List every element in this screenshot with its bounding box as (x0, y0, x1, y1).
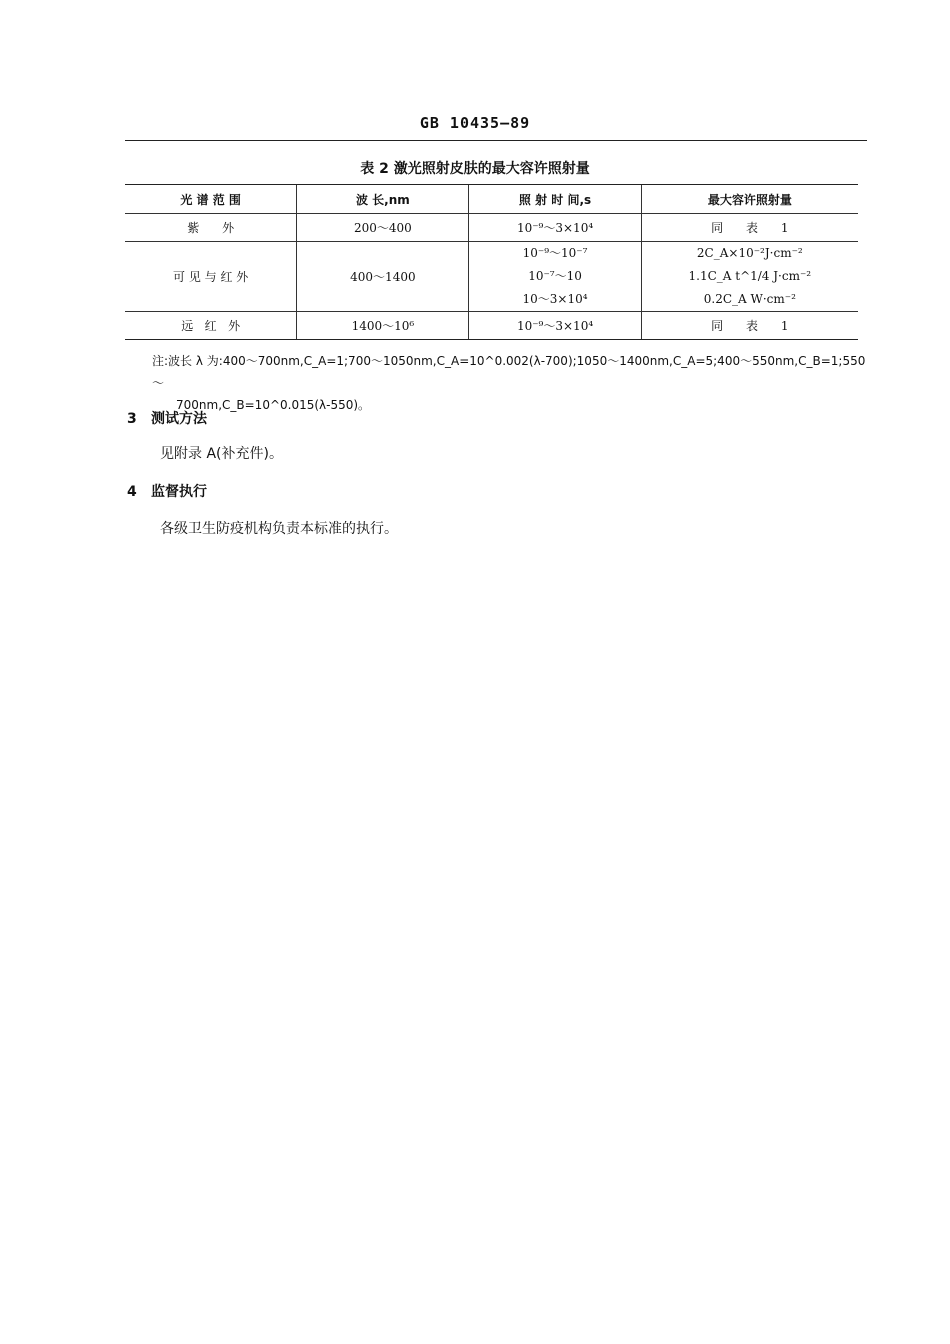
note-line-1: 注:波长 λ 为:400～700nm,C_A=1;700～1050nm,C_A=10^0.002(λ-700);1050～1400nm,C_A=5;400～550nm,C_B=1;550～ (152, 354, 866, 390)
cell-time-group (469, 242, 641, 312)
cell-mpe-group (641, 242, 858, 312)
cell-mpe-line: 1.1C_A t^1/4 J·cm⁻² (688, 269, 812, 283)
cell-wavelength: 1400～10⁶ (297, 312, 469, 340)
cell-wavelength: 200～400 (297, 214, 469, 242)
column-header-mpe: 最大容许照射量 (641, 185, 858, 214)
section-body-supervision: 各级卫生防疫机构负责本标准的执行。 (160, 521, 398, 537)
mpe-table (125, 184, 858, 340)
cell-spectrum: 远 红 外 (125, 312, 297, 340)
cell-mpe-line: 2C_A×10⁻²J·cm⁻² (696, 246, 803, 260)
table-row-uv (125, 214, 858, 242)
table-row-visible-ir (125, 242, 858, 312)
section-heading-test-method (127, 408, 207, 428)
section-title: 测试方法 (151, 411, 207, 427)
cell-mpe: 同 表 1 (641, 312, 858, 340)
section-heading-supervision (127, 481, 207, 501)
header-rule (125, 140, 867, 141)
section-title: 监督执行 (151, 484, 207, 500)
cell-time-line: 10⁻⁹～10⁻⁷ (522, 246, 588, 260)
note-line-2: 700nm,C_B=10^0.015(λ-550)。 (176, 398, 371, 412)
cell-spectrum: 紫 外 (125, 214, 297, 242)
section-body-test-method: 见附录 A(补充件)。 (160, 446, 283, 462)
table-row-far-ir (125, 312, 858, 340)
cell-time-line: 10～3×10⁴ (522, 292, 588, 306)
cell-spectrum: 可 见 与 红 外 (125, 242, 297, 312)
cell-mpe-line: 0.2C_A W·cm⁻² (703, 292, 796, 306)
cell-time: 10⁻⁹～3×10⁴ (469, 214, 641, 242)
table-note (152, 350, 872, 416)
cell-mpe: 同 表 1 (641, 214, 858, 242)
section-number: 4 (127, 484, 137, 500)
column-header-wavelength: 波 长,nm (297, 185, 469, 214)
table-header-row (125, 185, 858, 214)
column-header-time: 照 射 时 间,s (469, 185, 641, 214)
cell-time-line: 10⁻⁷～10 (528, 269, 582, 283)
cell-wavelength: 400～1400 (297, 242, 469, 312)
standard-code-header: GB 10435—89 (419, 114, 531, 132)
cell-time: 10⁻⁹～3×10⁴ (469, 312, 641, 340)
table-caption: 表 2 激光照射皮肤的最大容许照射量 (360, 161, 590, 177)
column-header-spectrum: 光 谱 范 围 (125, 185, 297, 214)
section-number: 3 (127, 411, 137, 427)
